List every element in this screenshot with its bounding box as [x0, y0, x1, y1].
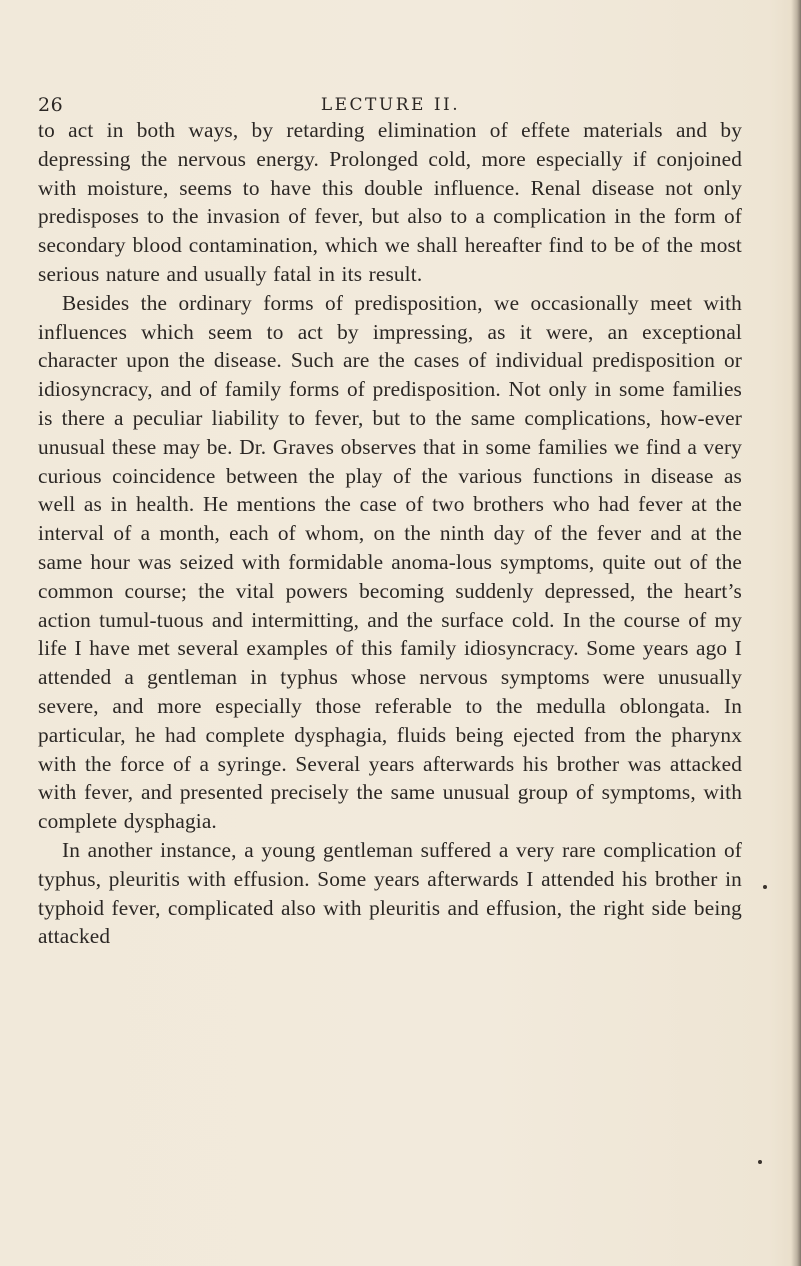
- paragraph-1: to act in both ways, by retarding elimination of effete materials and by depressing the nervous energy. Prolonged cold, more especially if conjoined with moisture, seems to have this double influence. Renal disease not only predisposes to the invasion of fever, but also to a complication in the form of secondary blood contamination, which we shall hereafter find to be of the most serious nature and usually fatal in its result.: [38, 118, 742, 286]
- ink-speck: [758, 1160, 762, 1164]
- paragraph-3: In another instance, a young gentleman suffered a very rare complication of typhus, pleuritis with effusion. Some years afterwards I attended his brother in typhoid fever, complicated also with pleuritis and effusion, the right side being attacked: [38, 837, 742, 949]
- body-text: [38, 116, 742, 951]
- page-number: 26: [38, 94, 64, 116]
- running-title: LECTURE II.: [320, 95, 461, 115]
- page-edge-shadow: [791, 0, 801, 1266]
- ink-speck: [763, 885, 767, 889]
- paragraph-2: Besides the ordinary forms of predisposition, we occasionally meet with influences which seem to act by impressing, as it were, an exceptional character upon the disease. Such are the cases of individual predisposition or idiosyncracy, and of family forms of predisposition. Not only in some families is there a peculiar liability to fever, but to the same complications, how-ever unusual these may be. Dr. Graves observes that in some families we find a very curious coincidence between the play of the various functions in disease as well as in health. He mentions the case of two brothers who had fever at the interval of a month, each of whom, on the ninth day of the fever and at the same hour was seized with formidable anoma-lous symptoms, quite out of the common course; the vital powers becoming suddenly depressed, the heart’s action tumul-tuous and intermitting, and the surface cold. In the course of my life I have met several examples of this family idiosyncracy. Some years ago I attended a gentleman in typhus whose nervous symptoms were unusually severe, and more especially those referable to the medulla oblongata. In particular, he had complete dysphagia, fluids being ejected from the pharynx with the force of a syringe. Several years afterwards his brother was attacked with fever, and presented precisely the same unusual group of symptoms, with complete dysphagia.: [38, 290, 742, 834]
